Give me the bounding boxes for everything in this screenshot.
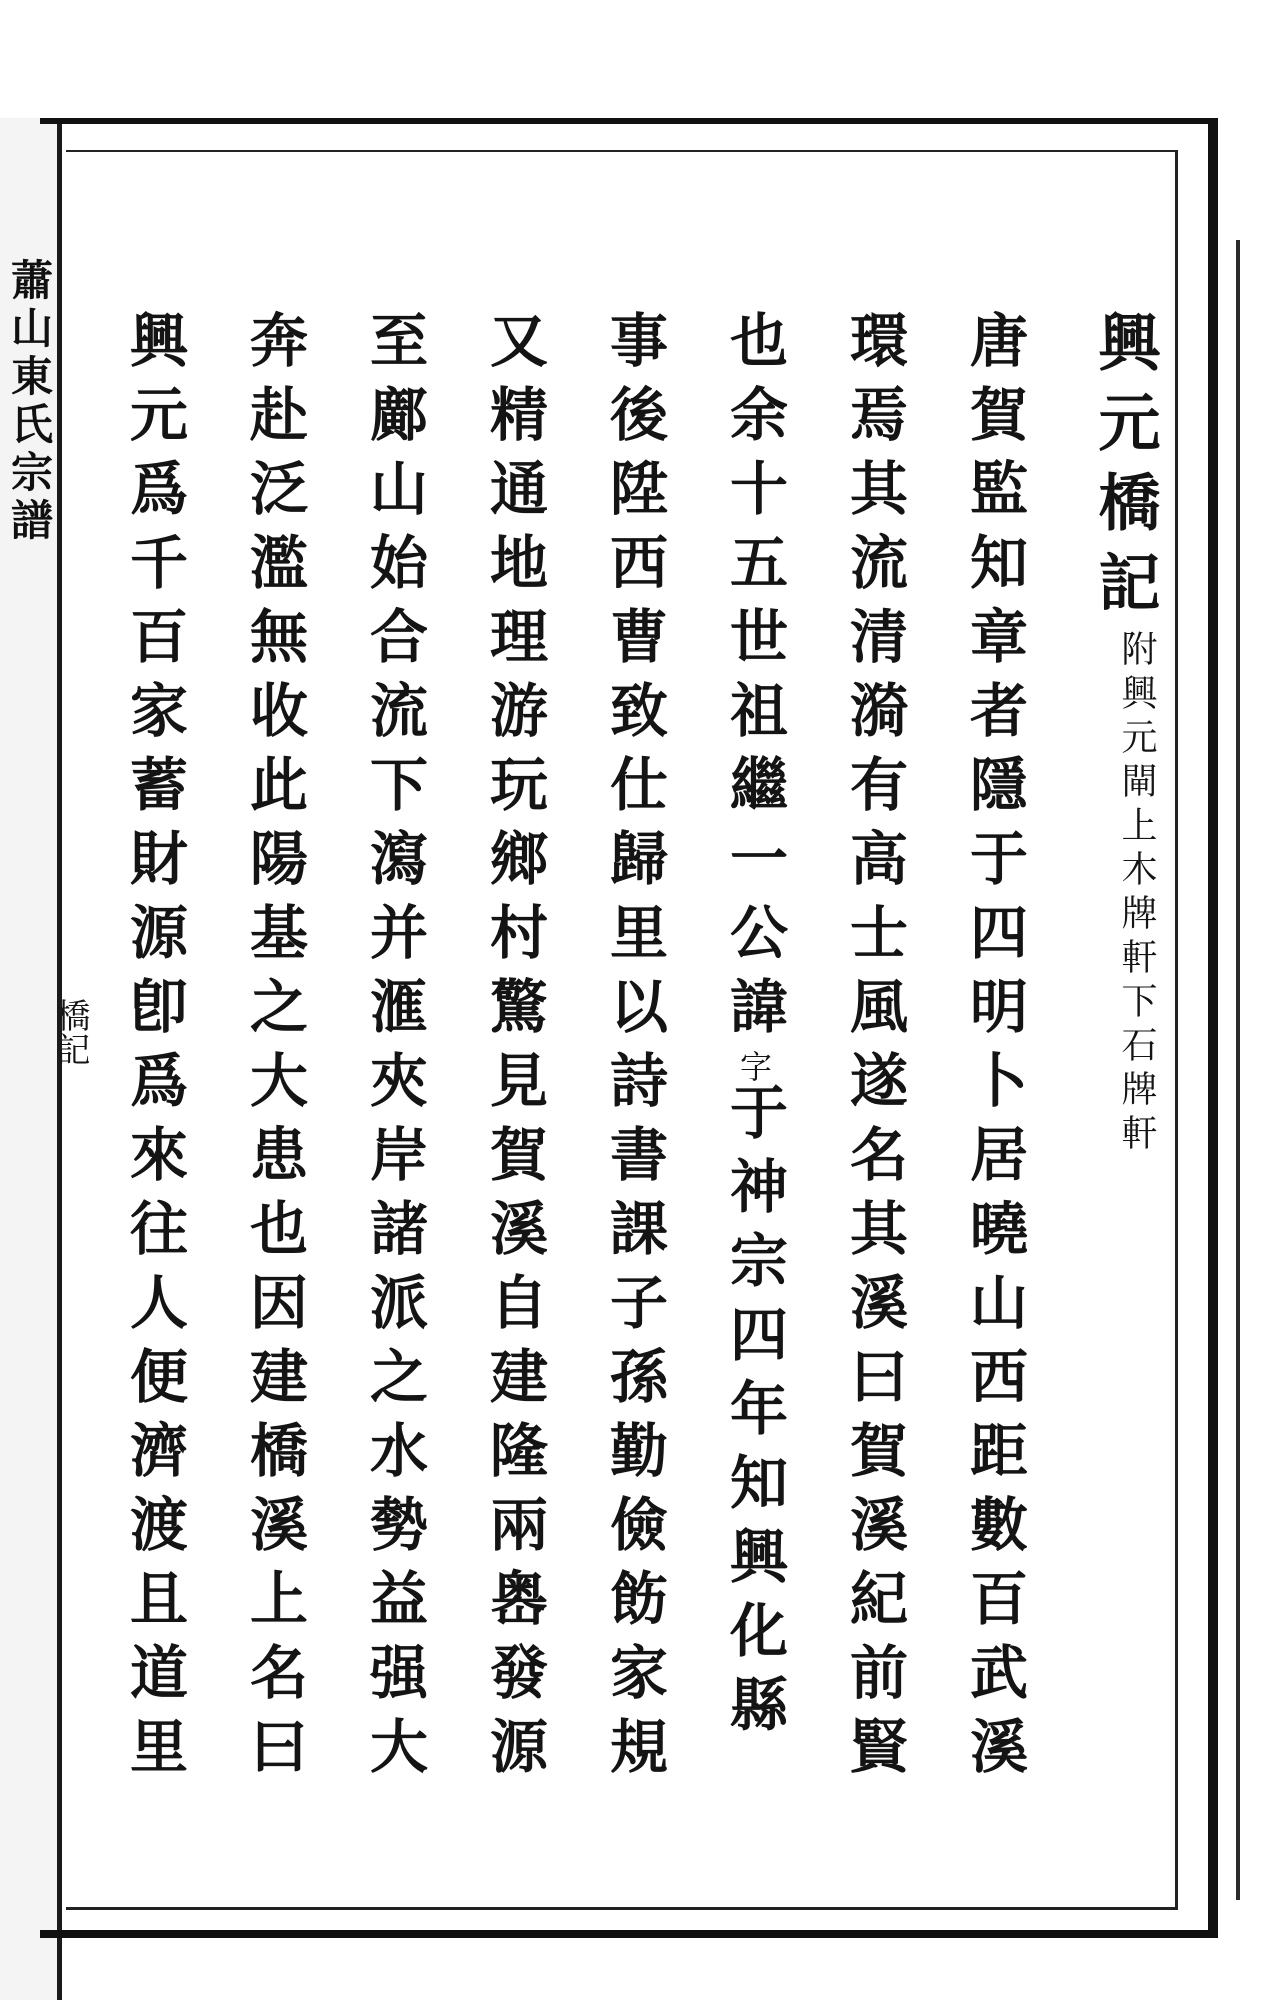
title-annotation: 附興元閘上木牌軒下石牌軒 [1116, 630, 1157, 1158]
text-column-3-tail: 于神宗四年知興化縣 [720, 1082, 788, 1748]
right-edge-line [1236, 240, 1240, 1900]
text-column-4: 事後陞西曹致仕歸里以詩書課子孫勤儉飭家規 [600, 310, 668, 1790]
text-column-8: 興元爲千百家蓄財源卽爲來往人便濟渡且道里 [120, 310, 188, 1790]
text-column-3-note: 字 [735, 1050, 773, 1082]
text-column-2: 環焉其流清漪有高士風遂名其溪曰賀溪紀前賢 [840, 310, 908, 1790]
text-column-3-head: 也余十五世祖繼一公諱 [720, 310, 788, 1050]
gutter-section-label: 橋記 [50, 998, 90, 1066]
document-title: 興元橋記 [1088, 310, 1161, 630]
text-column-6: 至鄺山始合流下瀉并滙夾岸諸派之水勢益强大 [360, 310, 428, 1790]
gutter-book-title: 蕭山東氏宗譜 [5, 258, 54, 546]
text-column-7: 奔赴泛濫無收此陽基之大患也因建橋溪上名曰 [240, 310, 308, 1790]
text-column-5: 又精通地理游玩鄉村驚見賀溪自建隆兩嶴發源 [480, 310, 548, 1790]
text-column-1: 唐賀監知章者隱于四明卜居曉山西距數百武溪 [960, 310, 1028, 1790]
text-column-3 [722, 310, 786, 1748]
